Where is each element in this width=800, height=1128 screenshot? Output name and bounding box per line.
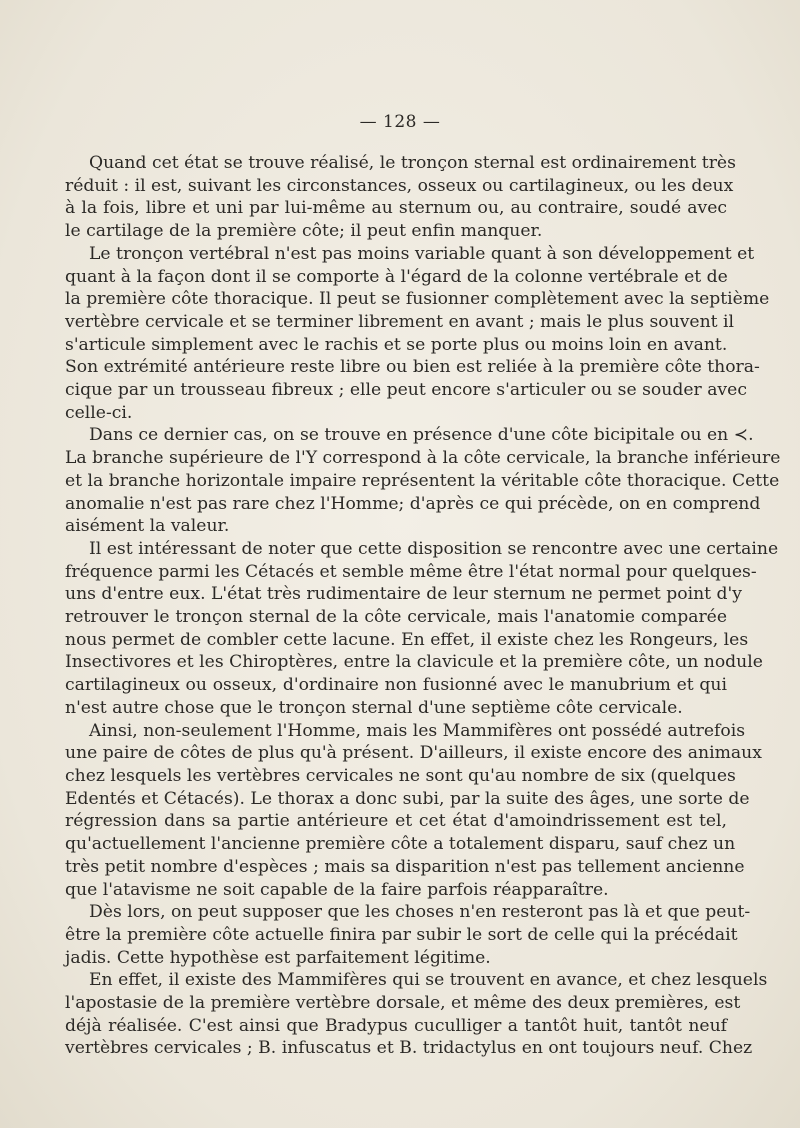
text-line: nous permet de combler cette lacune. En effet, il existe chez les Rongeurs, les [65,629,749,650]
text-line: que l'atavisme ne soit capable de la faire parfois réapparaître. [65,879,609,900]
text-line: Son extrémité antérieure reste libre ou bien est reliée à la première côte thora- [65,357,760,378]
text-line: retrouver le tronçon sternal de la côte cervicale, mais l'anatomie comparée [65,607,727,628]
text-line: En effet, il existe des Mammifères qui se trouvent en avance, et chez lesquels [89,970,768,991]
page-number: — 128 — [359,112,441,132]
text-line: qu'actuellement l'ancienne première côte a totalement disparu, sauf chez un [65,834,736,855]
body-text [65,152,781,1060]
text-line: chez lesquels les vertèbres cervicales ne sont qu'au nombre de six (quelques [65,765,736,786]
text-line: celle-ci. [65,402,133,423]
text-line: déjà réalisée. C'est ainsi que Bradypus cuculliger a tantôt huit, tantôt neuf [65,1015,727,1036]
text-line: très petit nombre d'espèces ; mais sa disparition n'est pas tellement ancienne [65,856,745,877]
text-line: Ainsi, non-seulement l'Homme, mais les Mammifères ont possédé autrefois [89,720,746,741]
text-line: anomalie n'est pas rare chez l'Homme; d'après ce qui précède, on en comprend [65,493,761,514]
text-line: n'est autre chose que le tronçon sternal d'une septième côte cervicale. [65,697,683,718]
text-line: s'articule simplement avec le rachis et se porte plus ou moins loin en avant. [65,334,728,355]
text-line: une paire de côtes de plus qu'à présent. D'ailleurs, il existe encore des animaux [65,743,762,764]
text-line: la première côte thoracique. Il peut se fusionner complètement avec la septième [65,289,770,310]
text-line: Il est intéressant de noter que cette disposition se rencontre avec une certaine [89,538,779,559]
text-line: cartilagineux ou osseux, d'ordinaire non fusionné avec le manubrium et qui [65,675,727,696]
text-line: vertèbres cervicales ; B. infuscatus et B. tridactylus en ont toujours neuf. Chez [65,1038,753,1059]
text-line: cique par un trousseau fibreux ; elle peut encore s'articuler ou se souder avec [65,380,747,401]
text-line: vertèbre cervicale et se terminer librement en avant ; mais le plus souvent il [65,311,735,332]
text-line: jadis. Cette hypothèse est parfaitement légitime. [65,947,491,968]
text-line: Edentés et Cétacés). Le thorax a donc subi, par la suite des âges, une sorte de [65,788,750,809]
text-line: Quand cet état se trouve réalisé, le tronçon sternal est ordinairement très [89,153,736,173]
text-line: Dès lors, on peut supposer que les choses n'en resteront pas là et que peut- [89,902,751,923]
text-line: Le tronçon vertébral n'est pas moins variable quant à son développement et [89,243,755,264]
text-line: aisément la valeur. [65,516,230,537]
text-line: l'apostasie de la première vertèbre dorsale, et même des deux premières, est [65,993,741,1014]
text-line: Dans ce dernier cas, on se trouve en présence d'une côte bicipitale ou en ≺. [89,425,754,446]
text-line: et la branche horizontale impaire représentent la véritable côte thoracique. Cette [65,470,780,491]
text-line: régression dans sa partie antérieure et cet état d'amoindrissement est tel, [65,811,727,832]
text-line: fréquence parmi les Cétacés et semble même être l'état normal pour quelques- [65,561,757,582]
text-line: réduit : il est, suivant les circonstances, osseux ou cartilagineux, ou les deux [65,175,734,196]
text-line: être la première côte actuelle finira par subir le sort de celle qui la précédait [65,924,738,945]
text-line: La branche supérieure de l'Y correspond à la côte cervicale, la branche inférieure [65,448,781,469]
text-line: uns d'entre eux. L'état très rudimentaire de leur sternum ne permet point d'y [65,584,742,605]
text-line: Insectivores et les Chiroptères, entre la clavicule et la première côte, un nodule [65,652,763,673]
text-line: le cartilage de la première côte; il peut enfin manquer. [65,221,543,242]
text-line: quant à la façon dont il se comporte à l'égard de la colonne vertébrale et de [65,266,728,287]
text-line: à la fois, libre et uni par lui-même au sternum ou, au contraire, soudé avec [65,198,727,219]
